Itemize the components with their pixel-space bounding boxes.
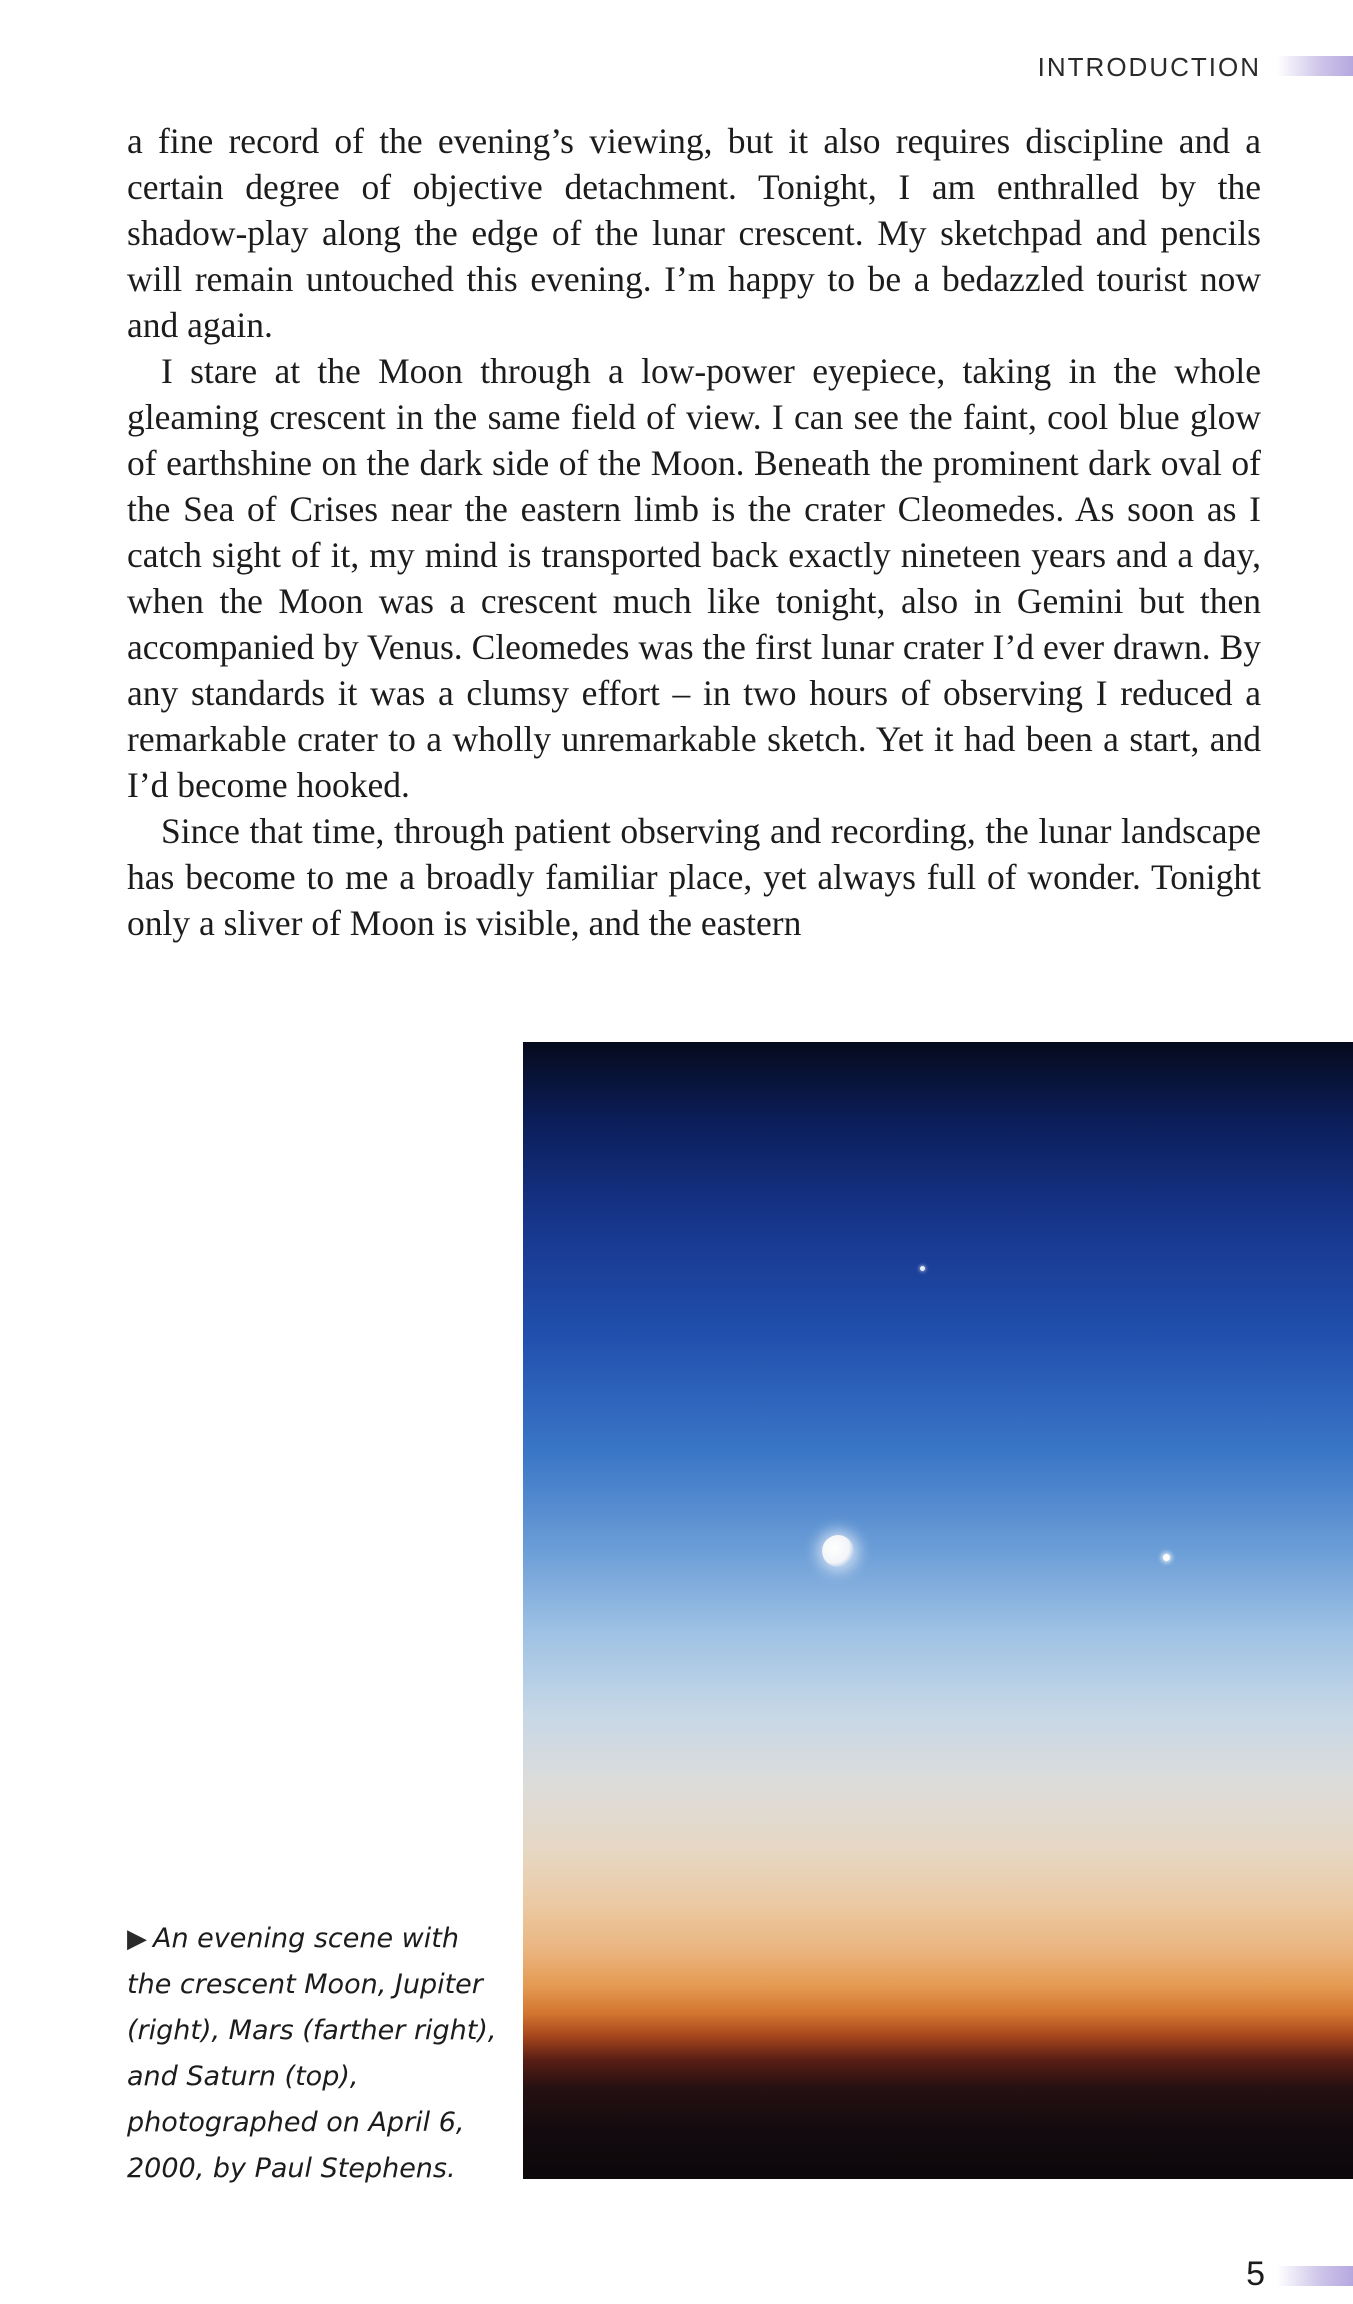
evening-sky-photo: [523, 1042, 1353, 2179]
paragraph: Since that time, through patient observing and recording, the lunar landscape has become to me a broadly familiar place, yet always full of wonder. Tonight only a sliver of Moon is visible, and the eastern: [127, 811, 1261, 943]
paragraph: a fine record of the evening’s viewing, but it also requires discipline and a certain degree of objective detachment. Tonight, I am enthralled by the shadow-play along the edge of the lunar crescent. My sketchpad and pencils will remain untouched this evening. I’m happy to be a bedazzled tourist now and again.: [127, 121, 1261, 345]
jupiter-point: [1163, 1554, 1170, 1561]
caption-arrow-icon: ▶: [127, 1924, 147, 1954]
page-number: 5: [1246, 2255, 1265, 2293]
figure-caption: [127, 1916, 497, 2192]
running-head: INTRODUCTION: [1037, 52, 1261, 82]
saturn-point: [920, 1266, 925, 1271]
section-tab-marker: [1277, 56, 1353, 76]
crescent-moon: [822, 1535, 854, 1567]
caption-text: An evening scene with the crescent Moon, Jupiter (right), Mars (farther right), and Saturn (top), photographed on April 6, 2000, by Paul Stephens.: [127, 1923, 497, 2184]
page-tab-marker: [1277, 2266, 1353, 2286]
body-text: [127, 118, 1261, 946]
paragraph: I stare at the Moon through a low-power eyepiece, taking in the whole gleaming crescent in the same field of view. I can see the faint, cool blue glow of earthshine on the dark side of the Moon. Beneath the prominent dark oval of the Sea of Crises near the eastern limb is the crater Cleomedes. As soon as I catch sight of it, my mind is transported back exactly nineteen years and a day, when the Moon was a crescent much like tonight, also in Gemini but then accompanied by Venus. Cleomedes was the first lunar crater I’d ever drawn. By any standards it was a clumsy effort – in two hours of observing I reduced a remarkable crater to a wholly unremarkable sketch. Yet it had been a start, and I’d become hooked.: [127, 351, 1261, 805]
